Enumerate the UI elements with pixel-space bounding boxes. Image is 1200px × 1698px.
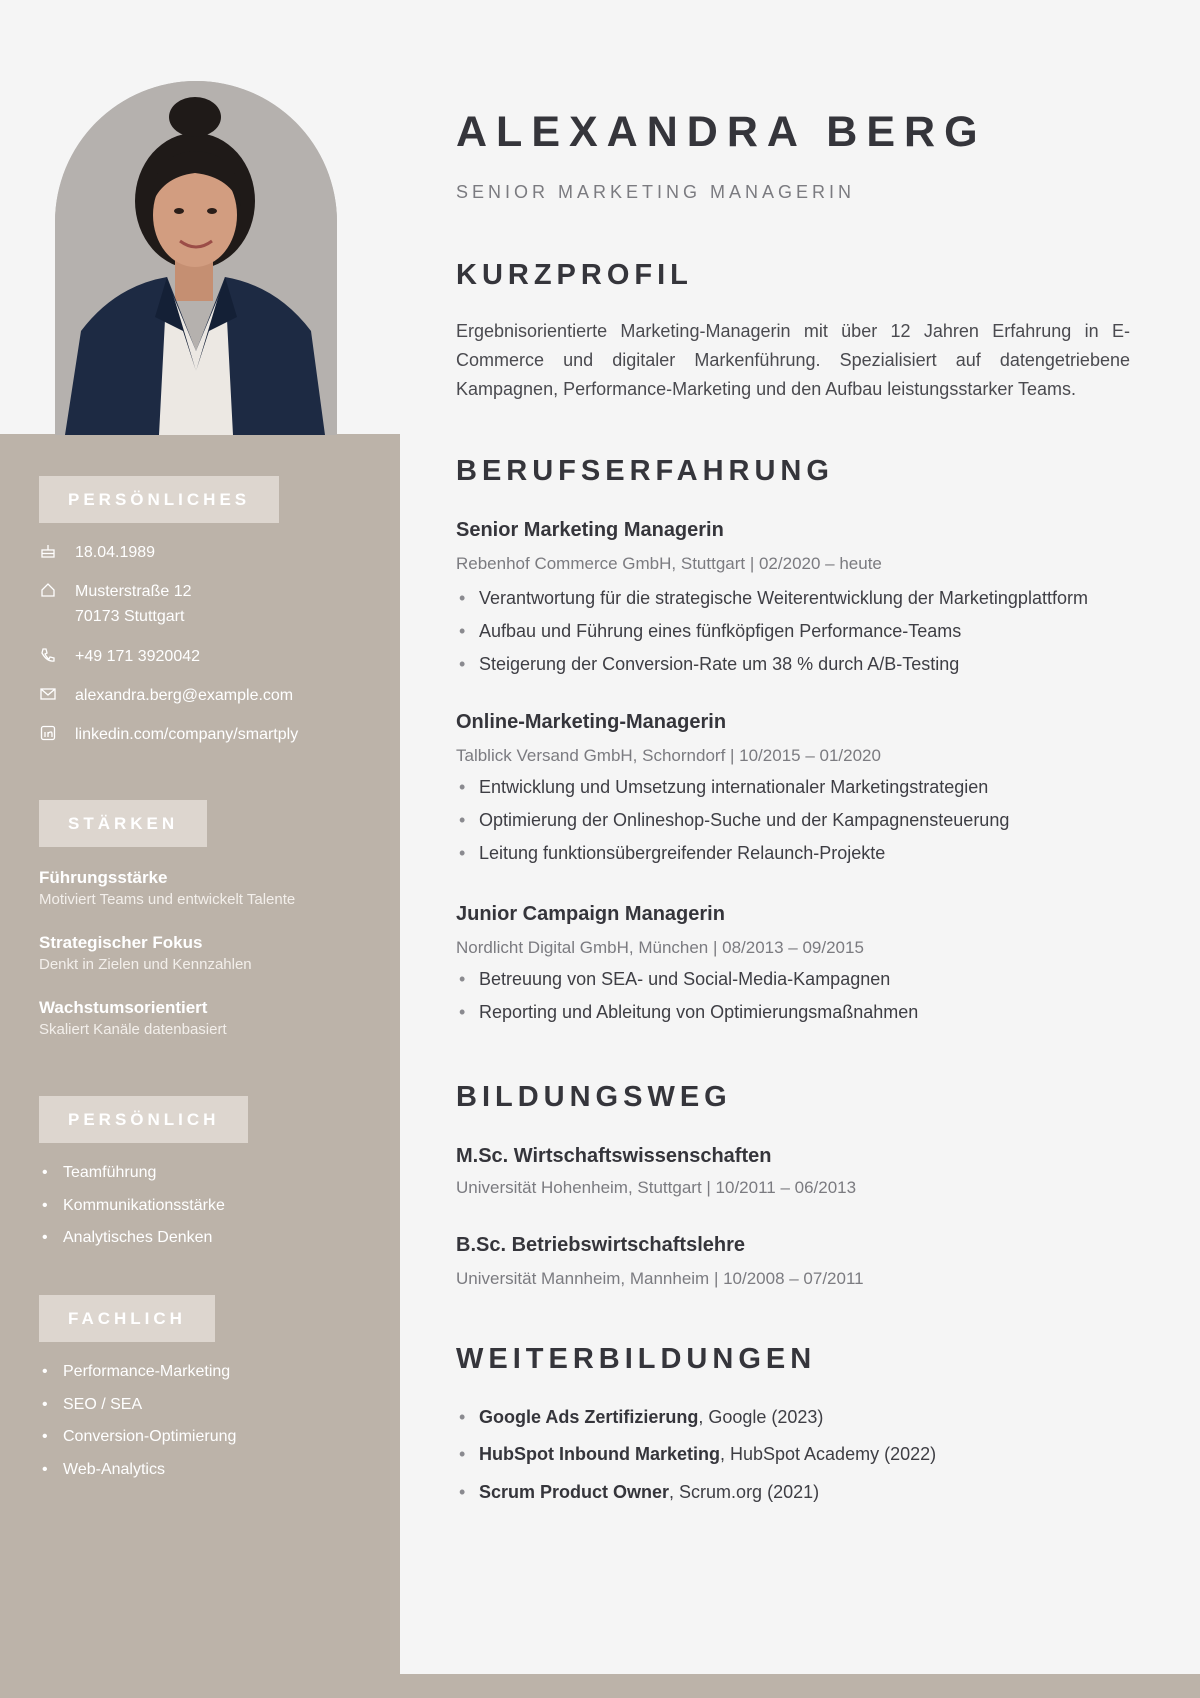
strength-desc: Motiviert Teams und entwickelt Talente [39,891,296,908]
linkedin-link[interactable]: linkedin.com/company/smartply [75,726,299,743]
birthdate-text: 18.04.1989 [75,544,156,561]
soft-skills-heading: PERSÖNLICH [39,1096,248,1143]
strength-desc: Denkt in Zielen und Kennzahlen [39,956,252,973]
list-item: • Teamführung [39,1157,225,1190]
list-item [456,1473,936,1511]
job-title: Online-Marketing-Managerin [456,711,727,733]
cake-icon [39,542,57,560]
list-item: • SEO / SEA [39,1389,236,1422]
list-item: • Kommunikationsstärke [39,1190,225,1223]
contact-birthdate [39,540,155,565]
job-title: Junior Campaign Managerin [456,903,725,925]
list-item: • Entwicklung und Umsetzung internationaler Marketingstrategien [456,771,1009,804]
list-item: • Aufbau und Führung eines fünfköpfigen Performance-Teams [456,615,1088,648]
profile-photo [55,81,337,435]
training-list [456,1398,936,1511]
experience-heading: BERUFSERFAHRUNG [456,455,834,487]
strength-title: Führungsstärke [39,868,168,887]
mail-icon [39,685,57,703]
training-name: HubSpot Inbound Marketing [479,1444,720,1464]
list-item: • Optimierung der Onlineshop-Suche und der Kampagnensteuerung [456,804,1009,837]
home-icon [39,581,57,599]
list-item [456,1436,936,1473]
job-bullets [456,963,918,1029]
address-street: Musterstraße 12 [75,583,192,600]
soft-skills-list [39,1157,225,1255]
hard-skills-list [39,1356,236,1486]
profile-heading: KURZPROFIL [456,259,693,291]
personal-heading: PERSÖNLICHES [39,476,279,523]
strengths-heading: STÄRKEN [39,800,207,847]
list-item: • Steigerung der Conversion-Rate um 38 % durch A/B-Testing [456,648,1088,681]
strength-title: Strategischer Fokus [39,933,203,952]
contact-phone [39,644,200,669]
email-link[interactable]: alexandra.berg@example.com [75,687,294,704]
job-meta: Rebenhof Commerce GmbH, Stuttgart | 02/2020 – heute [456,554,882,573]
strength-item [39,932,252,976]
contact-address [39,579,191,629]
training-detail: , Google (2023) [698,1407,824,1427]
address-city: 70173 Stuttgart [75,608,185,625]
strength-item [39,867,295,911]
degree-title: M.Sc. Wirtschaftswissenschaften [456,1145,772,1167]
linkedin-icon [39,724,57,742]
address-text [75,579,191,629]
list-item: • Conversion-Optimierung [39,1421,236,1454]
candidate-name: ALEXANDRA BERG [456,108,987,156]
job-bullets [456,582,1088,681]
job-title: Senior Marketing Managerin [456,519,724,541]
strength-item [39,997,227,1041]
contact-email [39,683,293,708]
list-item [456,1398,936,1436]
phone-icon [39,646,57,664]
hard-skills-heading: FACHLICH [39,1295,215,1342]
profile-summary: Ergebnisorientierte Marketing-Managerin mit über 12 Jahren Erfahrung in E-Commerce und digitaler Markenführung. Spezialisiert auf datengetriebene Kampagnen, Performance-Marketing und den Aufbau leistungsstarker Teams. [456,321,1130,399]
degree-meta: Universität Mannheim, Mannheim | 10/2008 – 07/2011 [456,1269,864,1288]
training-heading: WEITERBILDUNGEN [456,1343,817,1375]
training-detail: , Scrum.org (2021) [669,1482,820,1502]
contact-linkedin [39,722,298,747]
job-meta: Nordlicht Digital GmbH, München | 08/2013 – 09/2015 [456,938,864,957]
candidate-role: SENIOR MARKETING MANAGERIN [456,182,856,202]
training-name: Scrum Product Owner [479,1482,670,1502]
job-meta: Talblick Versand GmbH, Schorndorf | 10/2015 – 01/2020 [456,746,881,765]
bottom-strip [400,1674,1200,1698]
list-item: • Verantwortung für die strategische Weiterentwicklung der Marketingplattform [456,582,1088,615]
job-bullets [456,771,1009,870]
training-detail: , HubSpot Academy (2022) [719,1444,937,1464]
strength-title: Wachstumsorientiert [39,998,208,1017]
degree-meta: Universität Hohenheim, Stuttgart | 10/2011 – 06/2013 [456,1178,857,1197]
list-item: • Betreuung von SEA- und Social-Media-Kampagnen [456,963,918,996]
training-name: Google Ads Zertifizierung [479,1407,699,1427]
education-heading: BILDUNGSWEG [456,1081,732,1113]
list-item: • Web-Analytics [39,1454,236,1487]
list-item: • Analytisches Denken [39,1222,225,1255]
list-item: • Leitung funktionsübergreifender Relaunch-Projekte [456,837,1009,870]
phone-text[interactable]: +49 171 3920042 [75,648,201,665]
degree-title: B.Sc. Betriebswirtschaftslehre [456,1234,745,1256]
list-item: • Performance-Marketing [39,1356,236,1389]
list-item: • Reporting und Ableitung von Optimierungsmaßnahmen [456,996,918,1029]
strength-desc: Skaliert Kanäle datenbasiert [39,1021,227,1038]
